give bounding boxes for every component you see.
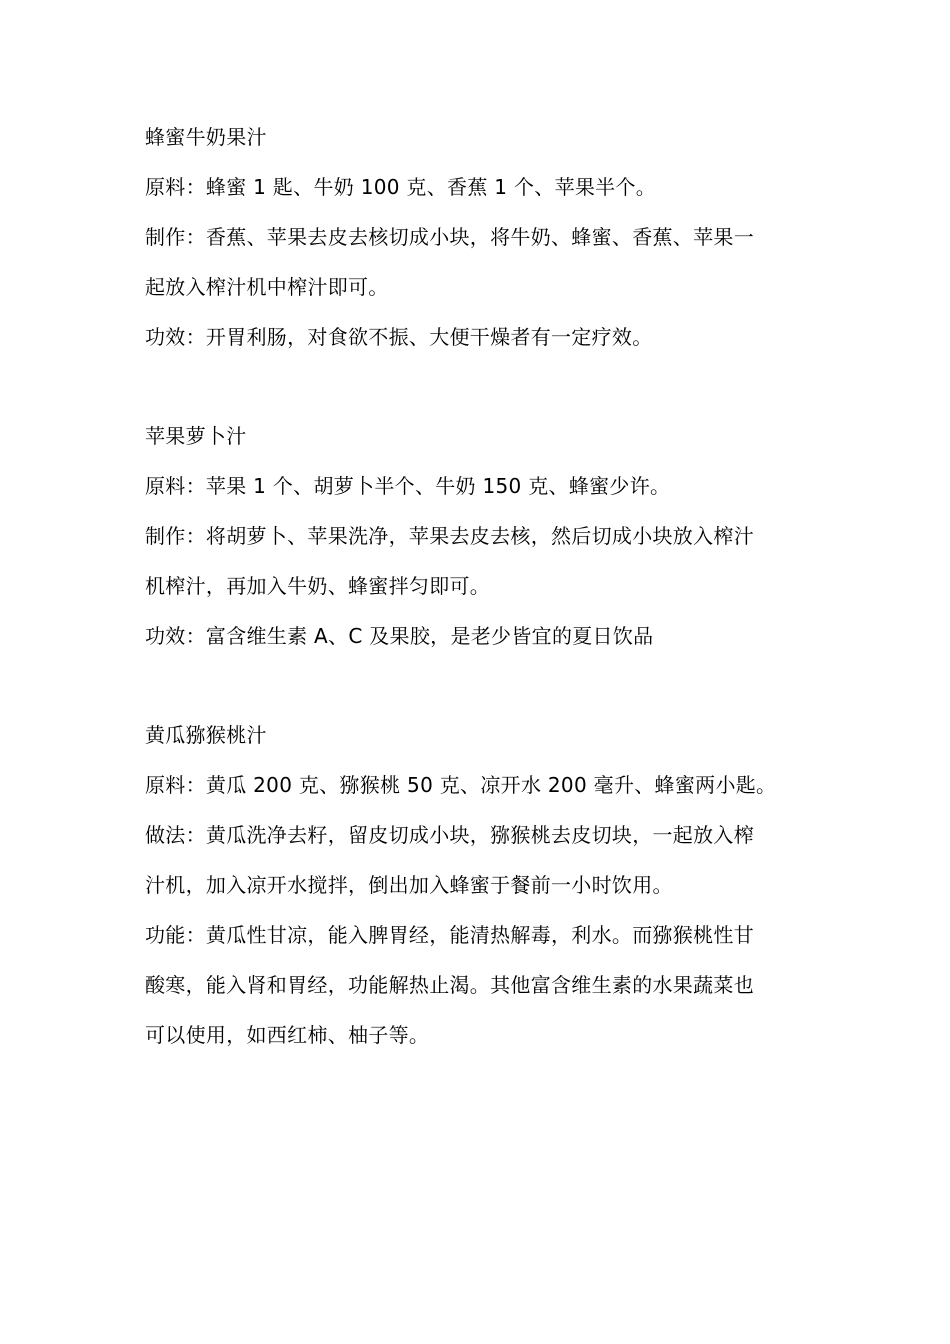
recipe-title: 苹果萝卜汁 <box>145 424 247 448</box>
effect-line: 功效：开胃利肠，对食欲不振、大便干燥者有一定疗效。 <box>145 325 653 349</box>
function-line: 酸寒，能入肾和胃经，功能解热止渴。其他富含维生素的水果蔬菜也 <box>145 973 754 997</box>
preparation-line: 机榨汁，再加入牛奶、蜂蜜拌匀即可。 <box>145 574 491 598</box>
preparation-line: 制作：香蕉、苹果去皮去核切成小块，将牛奶、蜂蜜、香蕉、苹果一 <box>145 225 754 249</box>
recipe-honey-milk-juice <box>145 112 815 362</box>
ingredients-line: 原料：蜂蜜 1 匙、牛奶 100 克、香蕉 1 个、苹果半个。 <box>145 175 657 199</box>
ingredients-line: 原料：黄瓜 200 克、猕猴桃 50 克、凉开水 200 毫升、蜂蜜两小匙。 <box>145 773 777 797</box>
preparation-line: 做法：黄瓜洗净去籽，留皮切成小块，猕猴桃去皮切块，一起放入榨 <box>145 823 754 847</box>
function-line: 可以使用，如西红柿、柚子等。 <box>145 1023 430 1047</box>
preparation-line: 制作：将胡萝卜、苹果洗净，苹果去皮去核，然后切成小块放入榨汁 <box>145 524 754 548</box>
effect-line: 功效：富含维生素 A、C 及果胶，是老少皆宜的夏日饮品 <box>145 624 654 648</box>
document-body <box>145 112 815 1060</box>
preparation-line: 汁机，加入凉开水搅拌，倒出加入蜂蜜于餐前一小时饮用。 <box>145 873 673 897</box>
recipe-apple-carrot-juice <box>145 411 815 661</box>
recipe-title: 黄瓜猕猴桃汁 <box>145 723 267 747</box>
recipe-title: 蜂蜜牛奶果汁 <box>145 125 267 149</box>
recipe-cucumber-kiwi-juice <box>145 710 815 1060</box>
preparation-line: 起放入榨汁机中榨汁即可。 <box>145 275 389 299</box>
function-line: 功能：黄瓜性甘凉，能入脾胃经，能清热解毒，利水。而猕猴桃性甘 <box>145 923 754 947</box>
ingredients-line: 原料：苹果 1 个、胡萝卜半个、牛奶 150 克、蜂蜜少许。 <box>145 474 671 498</box>
